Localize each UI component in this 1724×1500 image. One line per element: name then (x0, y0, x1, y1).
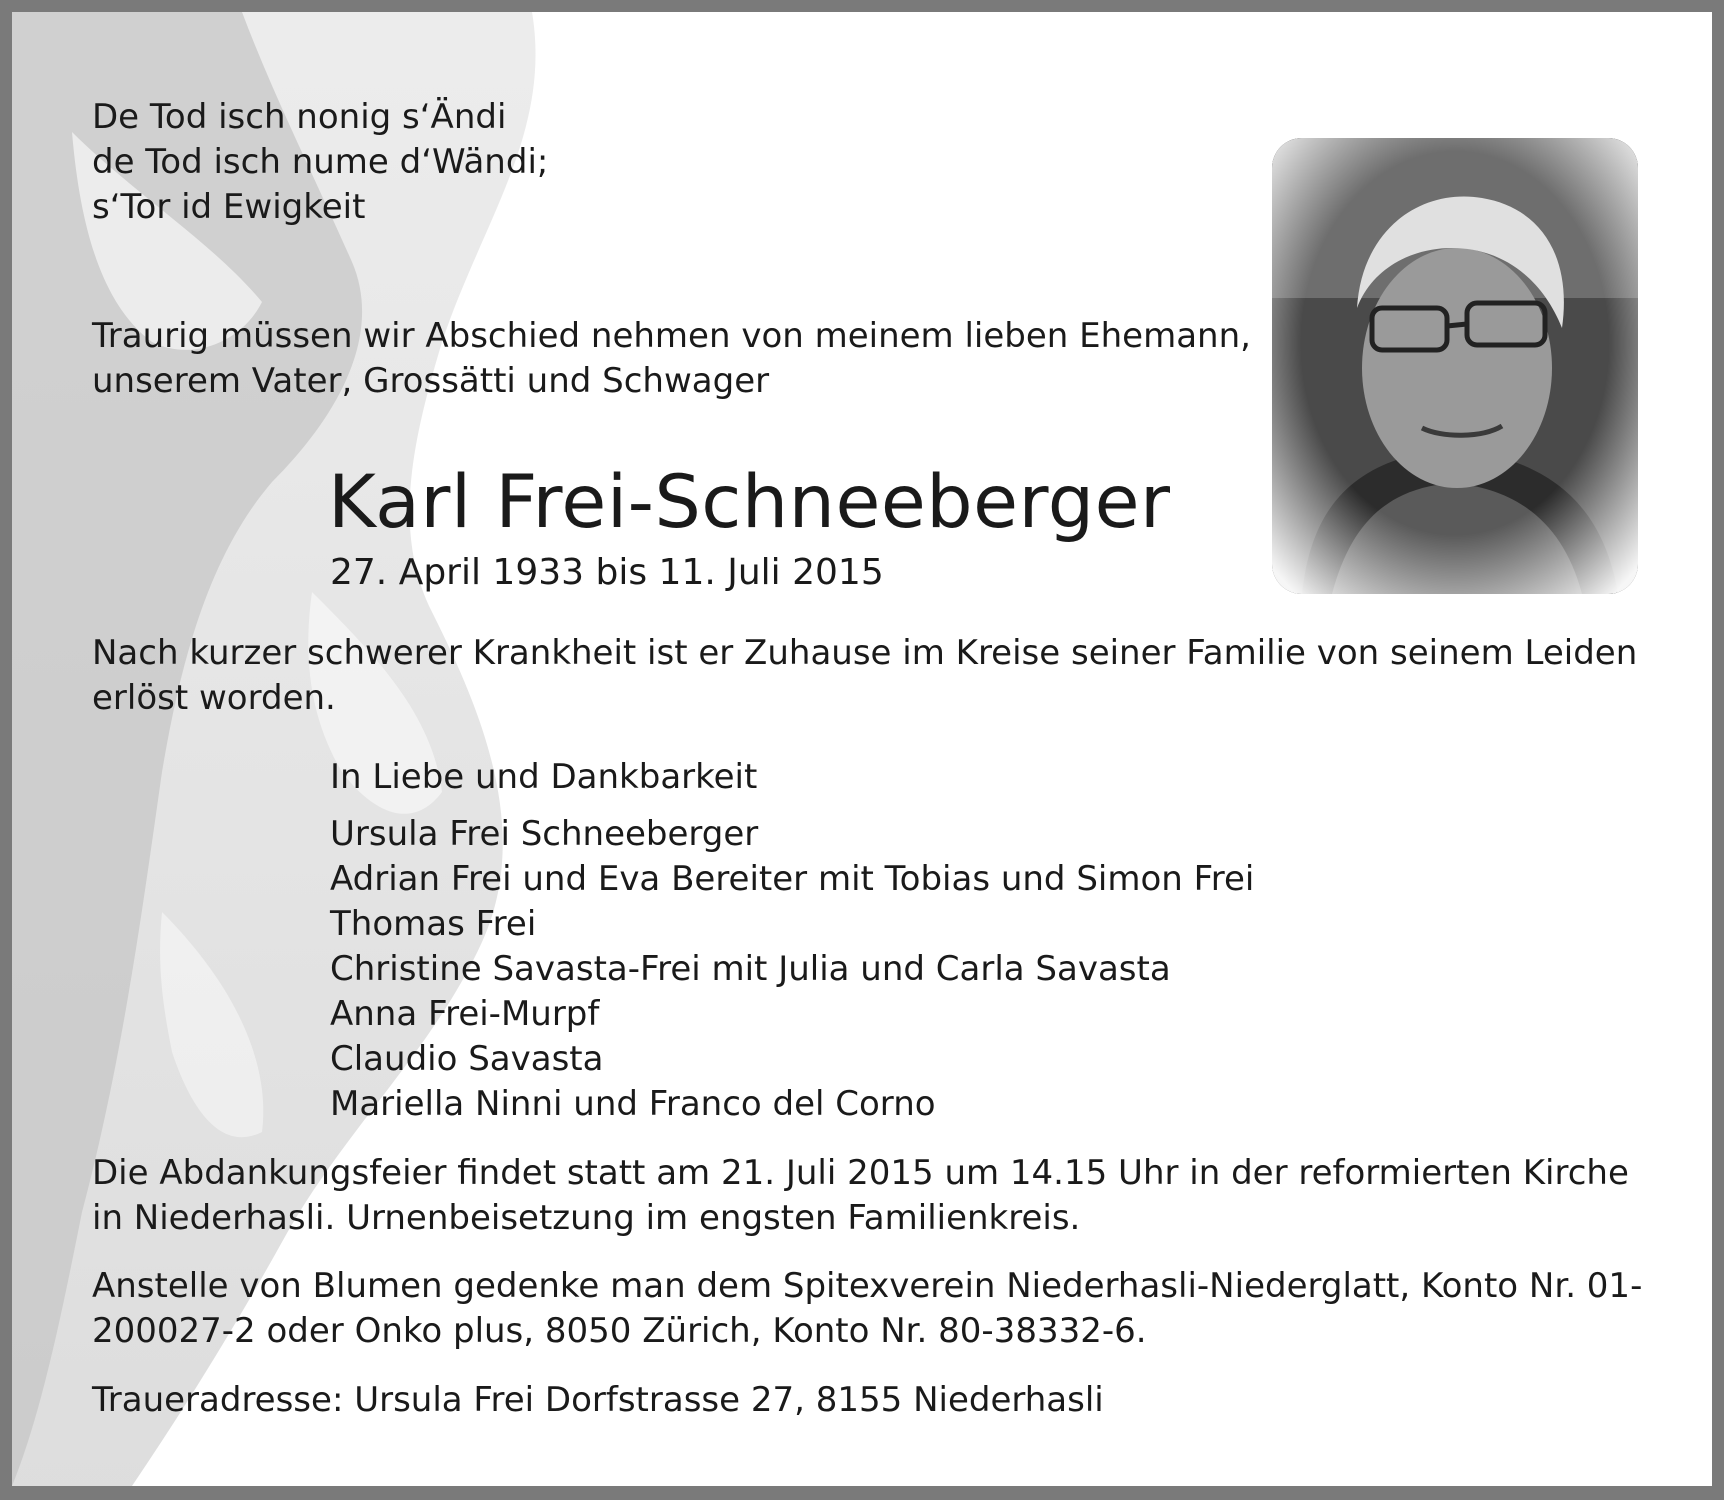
obituary-page (12, 12, 1712, 1486)
service-paragraph: Die Abdankungsfeier findet statt am 21. Juli 2015 um 14.15 Uhr in der reformierten Kirche in Niederhasli. Urnenbeisetzung im engsten Familienkreis. (92, 1153, 1629, 1238)
family-member: Adrian Frei und Eva Bereiter mit Tobias und Simon Frei (330, 859, 1255, 899)
family-member: Ursula Frei Schneeberger (330, 814, 759, 854)
portrait-image (1272, 138, 1638, 594)
family-member: Thomas Frei (330, 904, 537, 944)
family-member: Christine Savasta-Frei mit Julia und Carla Savasta (330, 949, 1171, 989)
poem-line: s‘Tor id Ewigkeit (92, 187, 366, 227)
life-dates: 27. April 1933 bis 11. Juli 2015 (330, 552, 884, 593)
family-list (330, 755, 1254, 1127)
portrait-photo (1272, 138, 1638, 594)
poem-line: De Tod isch nonig s‘Ändi (92, 97, 507, 137)
deceased-name: Karl Frei-Schneeberger (328, 460, 1171, 545)
intro-line: Traurig müssen wir Abschied nehmen von meinem lieben Ehemann, (92, 316, 1251, 356)
illness-paragraph: Nach kurzer schwerer Krankheit ist er Zuhause im Kreise seiner Familie von seinem Leiden erlöst worden. (92, 633, 1638, 718)
family-member: Mariella Ninni und Franco del Corno (330, 1084, 936, 1124)
mourning-address: Traueradresse: Ursula Frei Dorfstrasse 27, 8155 Niederhasli (92, 1380, 1104, 1420)
family-member: Claudio Savasta (330, 1039, 604, 1079)
intro-line: unserem Vater, Grossätti und Schwager (92, 361, 770, 401)
poem-line: de Tod isch nume d‘Wändi; (92, 142, 549, 182)
poem (92, 95, 548, 230)
closing-phrase: In Liebe und Dankbarkeit (330, 757, 758, 797)
family-member: Anna Frei-Murpf (330, 994, 600, 1034)
intro-text (92, 314, 1251, 404)
donation-paragraph: Anstelle von Blumen gedenke man dem Spitexverein Niederhasli-Niederglatt, Konto Nr. 01-200027-2 oder Onko plus, 8050 Zürich, Konto Nr. 80-38332-6. (92, 1266, 1643, 1351)
